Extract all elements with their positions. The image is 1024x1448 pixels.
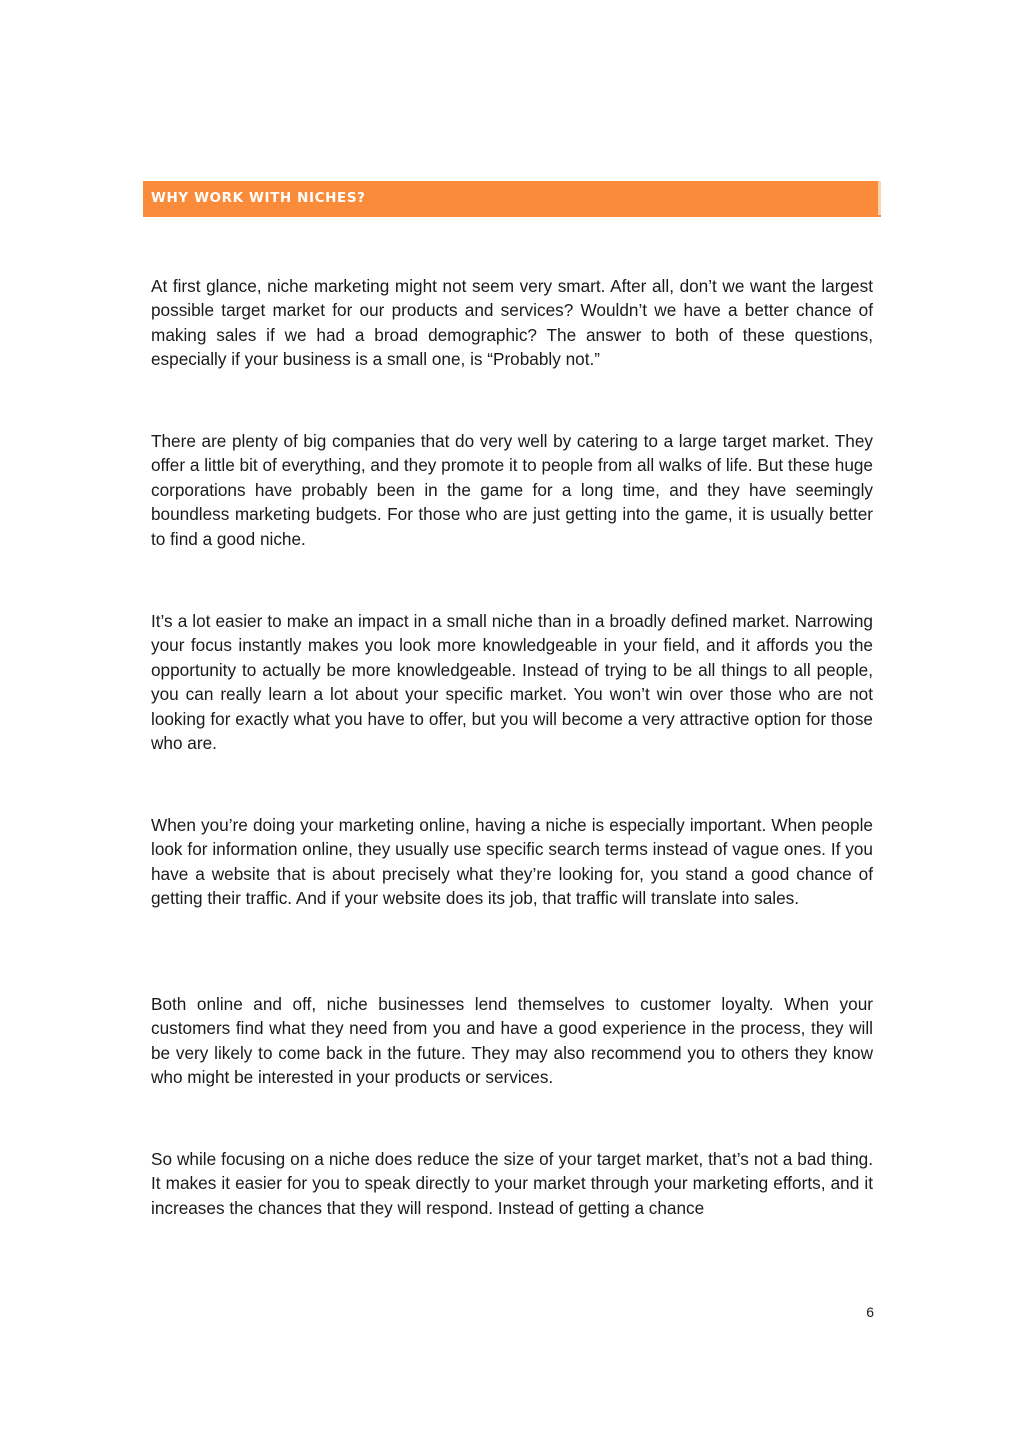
paragraph-4: When you’re doing your marketing online, having a niche is especially important. When people look for information online, they usually use specific search terms instead of vague ones. If you have a website that is about precisely what they’re looking for, you stand a good chance of getting their traffic. And if your website does its job, that traffic will translate into sales. — [151, 815, 873, 909]
section-heading: WHY WORK WITH NICHES? — [151, 190, 366, 206]
page-number: 6 — [866, 1304, 874, 1320]
paragraph-5: Both online and off, niche businesses lend themselves to customer loyalty. When your customers find what they need from you and have a good experience in the process, they will be very likely to come back in the future. They may also recommend you to others they know who might be interested in your products or services. — [151, 994, 873, 1088]
paragraph-6: So while focusing on a niche does reduce the size of your target market, that’s not a bad thing. It makes it easier for you to speak directly to your market through your marketing efforts, and it increases the chances that they will respond. Instead of getting a chance — [151, 1149, 873, 1218]
paragraph-1: At first glance, niche marketing might not seem very smart. After all, don’t we want the largest possible target market for our products and services? Wouldn’t we have a better chance of making sales if we had a broad demographic? The answer to both of these questions, especially if your business is a small one, is “Probably not.” — [151, 276, 873, 370]
paragraph-2: There are plenty of big companies that do very well by catering to a large target market. They offer a little bit of everything, and they promote it to people from all walks of life. But these huge corporations have probably been in the game for a long time, and they have seemingly boundless marketing budgets. For those who are just getting into the game, it is usually better to find a good niche. — [151, 431, 873, 549]
paragraph-3: It’s a lot easier to make an impact in a small niche than in a broadly defined market. Narrowing your focus instantly makes you look more knowledgeable in your field, and it affords you the opportunity to actually be more knowledgeable. Instead of trying to be all things to all people, you can really learn a lot about your specific market. You won’t win over those who are not looking for exactly what you have to offer, but you will become a very attractive option for those who are. — [151, 611, 873, 754]
heading-underline — [143, 215, 881, 217]
section-heading-bar — [143, 181, 881, 217]
